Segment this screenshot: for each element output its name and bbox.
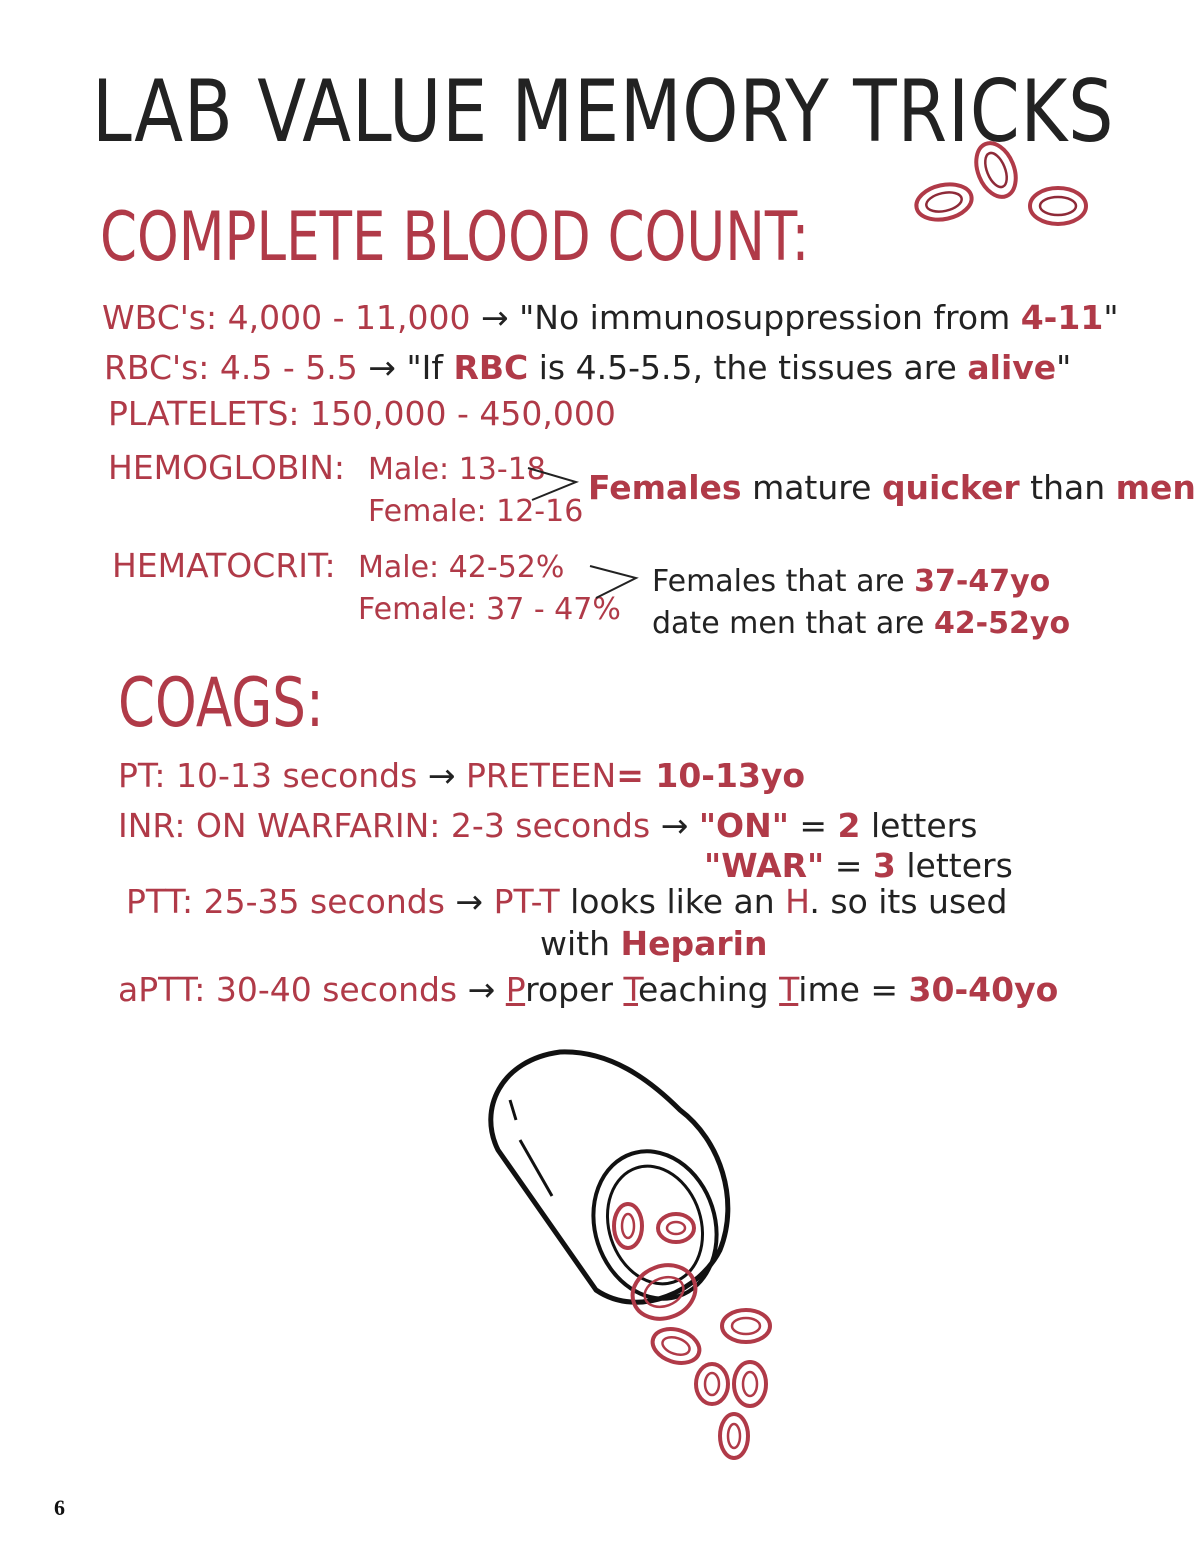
rbc-hint-a: "If: [406, 348, 454, 387]
inr-war-rest: letters: [895, 846, 1013, 885]
ptt-hint-with: with: [540, 924, 621, 963]
rbc-range: 4.5 - 5.5: [219, 348, 358, 387]
inr-on: "ON": [698, 806, 789, 845]
arrow-icon: →: [427, 756, 456, 795]
arrow-icon: →: [480, 298, 509, 337]
hgb-hint-men: men: [1115, 468, 1196, 507]
hct-hint-2a: date men that are: [652, 606, 934, 641]
inr-on-num: 2: [837, 806, 861, 845]
aptt-roper: roper: [525, 970, 624, 1009]
arrow-icon: →: [467, 970, 496, 1009]
blood-vessel-icon: [491, 1052, 735, 1315]
hgb-hint-females: Females: [588, 468, 742, 507]
ptt-label: PTT:: [126, 882, 194, 921]
rbc-hint-b: is 4.5-5.5, the tissues are: [528, 348, 968, 387]
page-title: LAB VALUE MEMORY TRICKS: [92, 62, 1115, 162]
inr-on-rest: letters: [860, 806, 978, 845]
inr-war-eq: =: [824, 846, 873, 885]
ptt-range: 25-35 seconds: [203, 882, 445, 921]
hct-hint-2b: 42-52yo: [933, 606, 1071, 641]
hematocrit-male: Male: 42-52%: [358, 550, 565, 585]
inr-war: "WAR": [704, 846, 825, 885]
wbc-hint: "No immunosuppression from: [519, 298, 1021, 337]
hgb-hint-quicker: quicker: [881, 468, 1020, 507]
arrow-icon: →: [660, 806, 689, 845]
wbc-label: WBC's:: [102, 298, 218, 337]
ptt-hint-heparin: Heparin: [620, 924, 768, 963]
platelets-range: 150,000 - 450,000: [310, 394, 616, 433]
aptt-range: 30-40 seconds: [215, 970, 458, 1009]
aptt-t1: T: [623, 970, 639, 1009]
aptt-eaching: eaching: [638, 970, 780, 1009]
hct-hint-1b: 37-47yo: [914, 564, 1051, 599]
hemoglobin-label: HEMOGLOBIN:: [108, 448, 346, 487]
coags-heading: COAGS:: [118, 664, 324, 743]
aptt-label: aPTT:: [118, 970, 206, 1009]
inr-on-eq: =: [788, 806, 838, 845]
aptt-eq: =: [859, 970, 909, 1009]
ptt-hint-h: H: [785, 882, 810, 921]
rbc-label: RBC's:: [104, 348, 210, 387]
inr-war-num: 3: [872, 846, 896, 885]
cbc-heading: COMPLETE BLOOD COUNT:: [100, 198, 810, 277]
hct-hint-1a: Females that are: [652, 564, 915, 599]
blood-cells-icon: [913, 137, 1086, 224]
wbc-range: 4,000 - 11,000: [227, 298, 471, 337]
aptt-p: P: [505, 970, 526, 1009]
aptt-hint-range: 30-40yo: [908, 970, 1059, 1009]
platelets-label: PLATELETS:: [108, 394, 300, 433]
hemoglobin-female: Female: 12-16: [368, 494, 584, 529]
rbc-hint-alive: alive: [967, 348, 1057, 387]
rbc-hint-c: ": [1056, 348, 1072, 387]
arrow-icon: →: [455, 882, 484, 921]
pt-hint-range: = 10-13yo: [616, 756, 806, 795]
hgb-hint-than: than: [1019, 468, 1116, 507]
inr-label: INR:: [118, 806, 186, 845]
inr-range: ON WARFARIN: 2-3 seconds: [195, 806, 651, 845]
pt-range: 10-13 seconds: [176, 756, 418, 795]
hematocrit-female: Female: 37 - 47%: [358, 592, 621, 627]
hematocrit-label: HEMATOCRIT:: [112, 546, 336, 585]
hemoglobin-male: Male: 13-18: [368, 452, 546, 487]
red-blood-cells-icon: [614, 1204, 770, 1458]
ptt-hint-looks: looks like an: [559, 882, 786, 921]
aptt-t2: T: [779, 970, 799, 1009]
pt-hint-preteen: PRETEEN: [465, 756, 617, 795]
page-number: 6: [54, 1495, 65, 1520]
pt-label: PT:: [118, 756, 166, 795]
hgb-hint-mature: mature: [741, 468, 882, 507]
ptt-hint-used: . so its used: [809, 882, 1008, 921]
wbc-hint-range: 4-11: [1020, 298, 1104, 337]
rbc-hint-rbc: RBC: [453, 348, 529, 387]
aptt-ime: ime: [798, 970, 860, 1009]
arrow-icon: →: [368, 348, 396, 387]
wbc-hint-close: ": [1103, 298, 1119, 337]
ptt-hint-ptt: PT-T: [493, 882, 560, 921]
bracket-icon: [528, 468, 636, 598]
